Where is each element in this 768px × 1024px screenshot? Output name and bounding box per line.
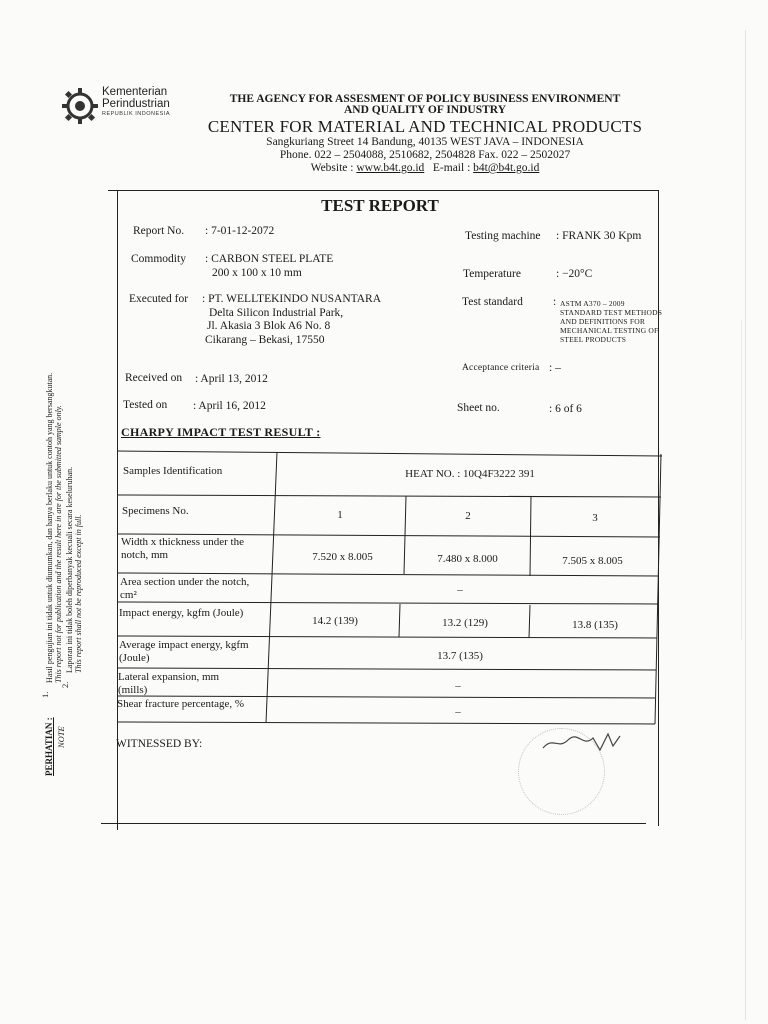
specimens-label: Specimens No. (122, 505, 189, 517)
standard-line1: ASTM A370 – 2009 (560, 299, 625, 308)
area-label-2: cm² (120, 589, 137, 601)
specimen-no-2: 2 (465, 510, 471, 522)
standard-colon: : (553, 296, 557, 308)
email-link[interactable]: b4t@b4t.go.id (473, 162, 540, 174)
note-2-english-text: This report shall not be reproduced except in full. (74, 514, 83, 673)
area-label-1: Area section under the notch, (120, 576, 250, 588)
agency-line1: THE AGENCY FOR ASSESMENT OF POLICY BUSINESS ENVIRONMENT (229, 93, 621, 105)
energy-3: 13.8 (135) (572, 619, 618, 631)
dims-1: 7.520 x 8.005 (312, 551, 373, 563)
width-thickness-label-1: Width x thickness under the (121, 536, 244, 548)
note-2-indonesian: Laporan ini tidak boleh diperbanyak kecuali secara keseluruhan. (65, 466, 74, 673)
logo-line2: Perindustrian (102, 98, 170, 110)
phone: Phone. 022 – 2504088, 2510682, 2504828 Fax. 022 – 2502027 (279, 149, 571, 161)
impact-energy-label: Impact energy, kgfm (Joule) (119, 607, 244, 619)
logo-line1: Kementerian (102, 86, 168, 98)
lateral-value: – (455, 680, 461, 692)
executed-line1: : PT. WELLTEKINDO NUSANTARA (202, 293, 382, 305)
standard-line4: MECHANICAL TESTING OF (560, 326, 659, 335)
note-1-number: 1. (40, 691, 50, 698)
shear-label: Shear fracture percentage, % (117, 698, 245, 710)
shear-value: – (455, 706, 461, 718)
note-2-english (73, 515, 84, 673)
sheet-value: : 6 of 6 (549, 403, 582, 415)
report-no-value: : 7-01-12-2072 (205, 225, 275, 237)
temperature-value: : −20°C (556, 268, 593, 280)
commodity-label: Commodity (131, 253, 186, 265)
sheet-label: Sheet no. (457, 402, 500, 414)
tested-label: Tested on (123, 399, 168, 411)
standard-line5: STEEL PRODUCTS (560, 335, 627, 344)
received-value: : April 13, 2012 (195, 373, 268, 385)
address: Sangkuriang Street 14 Bandung, 40135 WEST JAVA – INDONESIA (266, 136, 584, 148)
temperature-label: Temperature (463, 268, 521, 280)
acceptance-label: Acceptance criteria (462, 363, 540, 373)
acceptance-value: : – (549, 362, 561, 374)
width-thickness-label-2: notch, mm (121, 549, 169, 561)
note-2-number: 2. (60, 681, 70, 688)
note-1-indonesian: Hasil pengujian ini tidak untuk diumumkan, dan hanya berlaku untuk contoh yang bersangkutan. (45, 372, 54, 683)
executed-label: Executed for (129, 293, 189, 305)
heat-no-value: HEAT NO. : 10Q4F3222 391 (405, 468, 535, 480)
standard-line3: AND DEFINITIONS FOR (560, 317, 646, 326)
standard-label: Test standard (462, 296, 523, 308)
agency-line2: AND QUALITY OF INDUSTRY (344, 104, 506, 116)
lateral-label-1: Lateral expansion, mm (118, 671, 220, 683)
energy-1: 14.2 (139) (312, 615, 358, 627)
website-label: Website : (310, 162, 354, 174)
machine-label: Testing machine (465, 230, 541, 242)
note-1-english (53, 405, 64, 683)
lateral-label-2: (mills) (118, 684, 148, 696)
perhatian-label: PERHATIAN : (44, 717, 54, 776)
specimen-no-1: 1 (337, 509, 343, 521)
section-title: CHARPY IMPACT TEST RESULT : (121, 425, 321, 439)
tested-value: : April 16, 2012 (193, 400, 266, 412)
logo-subtitle: REPUBLIK INDONESIA (102, 111, 170, 117)
executed-line3: Jl. Akasia 3 Blok A6 No. 8 (207, 320, 331, 332)
average-energy-label-2: (Joule) (119, 652, 150, 664)
received-label: Received on (125, 372, 183, 384)
executed-line2: Delta Silicon Industrial Park, (209, 307, 344, 319)
commodity-line1: : CARBON STEEL PLATE (205, 253, 334, 265)
report-title: TEST REPORT (321, 196, 439, 215)
dims-3: 7.505 x 8.005 (562, 555, 623, 567)
energy-2: 13.2 (129) (442, 617, 488, 629)
samples-id-label: Samples Identification (123, 465, 223, 477)
signature-mark (538, 728, 638, 758)
dims-2: 7.480 x 8.000 (437, 553, 498, 565)
standard-line2: STANDARD TEST METHODS (560, 308, 663, 317)
area-value: – (457, 584, 463, 596)
average-energy-value: 13.7 (135) (437, 650, 483, 662)
report-no-label: Report No. (133, 225, 185, 237)
witnessed-label: WITNESSED BY: (116, 738, 203, 750)
area-label (120, 576, 249, 602)
note-label: NOTE (56, 726, 66, 748)
specimen-no-3: 3 (592, 512, 598, 524)
email-label: E-mail : (432, 162, 471, 174)
center-title: CENTER FOR MATERIAL AND TECHNICAL PRODUCTS (207, 117, 643, 136)
website-link[interactable]: www.b4t.go.id (356, 162, 425, 174)
note-1-english-text: This report not for publication and the result here in are for the submitted sample only. (54, 405, 63, 683)
average-energy-label (119, 639, 249, 665)
commodity-line2: 200 x 100 x 10 mm (212, 267, 302, 279)
average-energy-label-1: Average impact energy, kgfm (119, 639, 249, 651)
lateral-label (118, 671, 219, 697)
width-thickness-label (121, 536, 244, 562)
executed-line4: Cikarang – Bekasi, 17550 (205, 334, 325, 346)
machine-value: : FRANK 30 Kpm (556, 230, 642, 242)
